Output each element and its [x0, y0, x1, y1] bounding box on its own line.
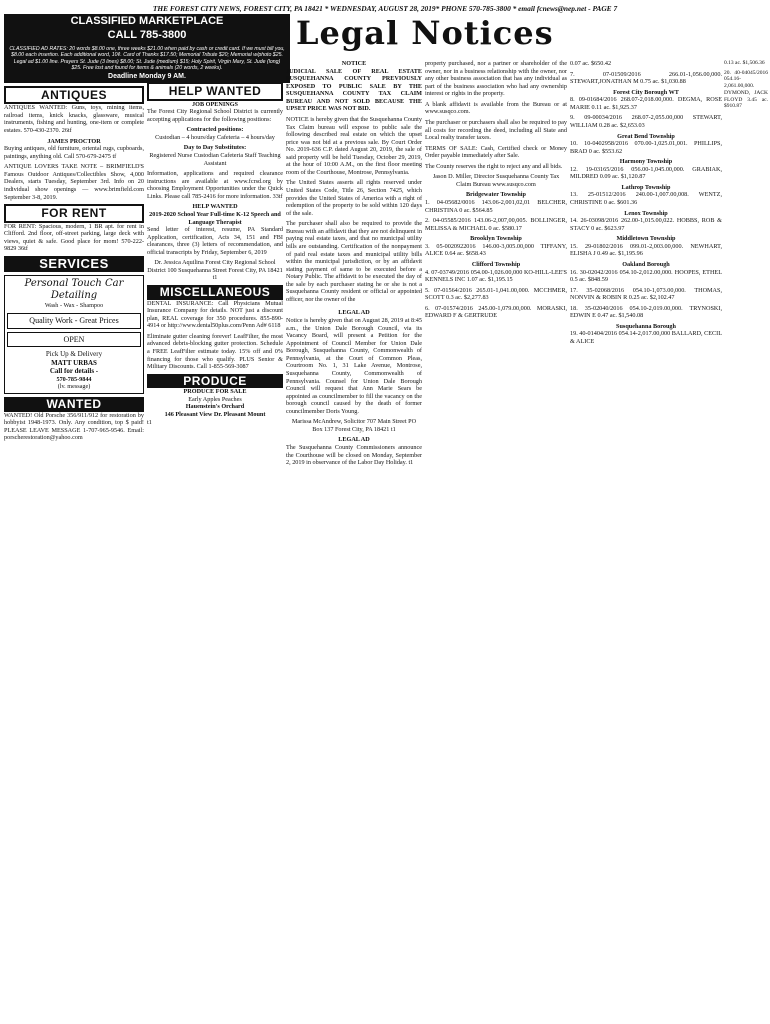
legal-ad2-title: LEGAL AD — [338, 436, 370, 444]
help-p6: Dr. Jessica Aquilina Forest City Regional School District 100 Susquehanna Street Forest City, PA 18421 t1 — [147, 259, 283, 282]
classified-title: CLASSIFIED MARKETPLACE — [4, 14, 290, 29]
help-h3: Day to Day Substitutes: — [183, 144, 247, 152]
classified-deadline: Deadline Monday 9 AM. — [4, 72, 290, 83]
notice1b-p2: A blank affidavit is available from the Bureau or at www.susqco.com. — [425, 100, 567, 116]
listing-heading: Brooklyn Township — [470, 235, 522, 243]
help-p2: Custodian – 4 hours/day Cafeteria – 4 hours/day — [155, 133, 275, 141]
column-legal-1 — [286, 60, 422, 470]
listing-body: 20. 40-04045/2016 054.16-2,061.00,000. DYMOND, JACK FLOYD 3.45 ac. $910.87 — [724, 69, 768, 110]
listings-3 — [724, 60, 768, 110]
services-quality: Quality Work - Great Prices — [7, 313, 141, 329]
listing-entry — [425, 217, 567, 232]
listing-body: 15. 29-01802/2016 099.01-2,003.00,000. NEWHART, ELISHA J 0.49 ac. $1,195.96 — [570, 242, 722, 258]
services-heading: SERVICES — [4, 256, 144, 272]
legal-ad2-p1: The Susquehanna County Commissioners announce the Courthouse will be closed on Monday, September 2, 2019 in observance of the Labor Day Holiday. t1 — [286, 444, 422, 467]
listing-body: 4. 07-03749/2016 054.00-1,026.00,000 KO-HILL-LEE'S KENNELS INC 1.07 ac. $1,195.15 — [425, 268, 567, 284]
listing-body: 17. 35-02068/2016 054.10-1,073.00,000. THOMAS, NONVIN & ROBIN R 0.25 ac. $2,102.47 — [570, 286, 722, 302]
wanted-heading: WANTED — [4, 397, 144, 412]
legal-ad1-p1: Notice is hereby given that on August 28, 2019 at 8:45 a.m., the Union Dale Borough Council, via its Vacancy Board, will present a Petition for the Appointment of Council Member for Union Dale Borough, Susquehanna County, Commonwealth of Pennsylvania, at the Court of Common Pleas, Courtroom No. 1, 31 Lake Avenue, Montrose, Susquehanna County, Commonwealth of Pennsylvania. Counsel for Union Dale Borough Council will request that Ann Marie Sears be appointed as councilmember to fill the vacancy on the borough council caused by the death of former councilmember Doris Young. — [286, 317, 422, 415]
services-sub: Wash - Wax - Shampoo — [44, 302, 104, 310]
help-h5: 2019-2020 School Year Full-time K-12 Speech and Language Therapist — [149, 210, 281, 226]
services-note: (lv. message) — [57, 383, 91, 391]
legal-ad1-title: LEGAL AD — [338, 309, 370, 317]
listing-heading: Oakland Borough — [622, 260, 670, 268]
services-phone: 570-785-9844 — [56, 375, 92, 383]
notice1b-p4: TERMS OF SALE: Cash, Certified check or Money Order payable immediately after Sale. — [425, 144, 567, 160]
listing-body: 6. 07-01574/2016 245.00-1,079.00,000. MORASKI, EDWARD F & GERTRUDE — [425, 304, 567, 320]
help-p3: Registered Nurse Custodian Cafeteria Staff Teaching Assistant — [149, 152, 281, 167]
listing-body: 1. 04-05682/0016 143.06-2,001,02,01 BELCHER, CHRISTINA 0 ac. $564.85 — [425, 199, 567, 214]
services-pick: Pick Up & Delivery — [45, 350, 103, 359]
listing-body: 0.07 ac. $650.42 — [570, 60, 612, 67]
listing-heading: Middletown Township — [616, 235, 676, 243]
misc-p1: DENTAL INSURANCE: Call Physicians Mutual Insurance Company for details. NOT just a discount plan, REAL coverage for 350 procedures. 855-890-4914 or http://www.dental50plus.com/Penn Ad# 6118 — [147, 299, 283, 330]
notice1-title: NOTICE — [341, 60, 367, 67]
antiques-ad-2-name: JAMES PROCTOR — [47, 137, 101, 145]
notice1-p4: The purchaser shall also be required to provide the Bureau with an affidavit that they are not delinquent in paying real estate taxes, and that no municipal utility bills are outstanding. Certification of the nonpayment of paid real estate taxes and municipal utility bills within the municipal jurisdiction, or by an affidavit stating payment of same to be executed before a Notary Public. The affidavit to be executed the day of the sale by each purchaser stating he or she is not a Susquehanna County resident or official or appointed officer, nor the owner of the — [286, 220, 422, 303]
listing-body: 2. 04-05585/2016 143.06-2,007,00,005. BOLLINGER, MELISSA & MICHAEL 0 ac. $580.17 — [425, 217, 567, 232]
for-rent-ad: FOR RENT: Spacious, modern, 1 BR apt. for rent in Clifford. 2nd floor, off-street parking, large deck with views, quiet & safe. Good place for mom! 570-222-9829 36tf — [4, 222, 144, 253]
misc-heading: MISCELLANEOUS — [147, 285, 283, 300]
help-h4: HELP WANTED — [192, 203, 238, 211]
listing-entry — [425, 287, 567, 302]
notice1b-p1: property purchased, nor a partner or shareholder of the owner, nor in a business relationship with the owner, nor any other business association that has any individual as part of the business association who had any ownership interest or rights in the property. — [425, 60, 567, 98]
services-call: Call for details - — [49, 367, 99, 376]
listing-body: 9. 09-00034/2016 268.07-2,055.00,000 STEWART, WILLIAM 0.28 ac. $2,653.03 — [570, 114, 722, 129]
notice1b-p5: The County reserves the right to reject any and all bids. — [425, 162, 563, 170]
legal-ad1-p2: Marissa McAndrew, Solicitor 707 Main Street PO Box 137 Forest City, PA 18421 t1 — [291, 418, 417, 433]
listing-body: 5. 07-01564/2016 265.01-1,041.00,000. MCCHMER, SCOTT 0.3 ac. $2,277.83 — [425, 286, 567, 302]
listing-heading: Great Bend Township — [617, 132, 675, 140]
notice1-p1: JUDICIAL SALE OF REAL ESTATE SUSQUEHANNA COUNTY PREVIOUSLY EXPOSED TO PUBLIC SALE BY THE SUSQUEHANNA COUNTY TAX CLAIM BUREAU AND NOT SOLD BECAUSE THE UPSET PRICE WAS NOT BID. — [286, 67, 422, 113]
listing-body: 18. 35-02040/2016 054.10-2,019.00,000. TRYNOSKI, EDWIN E 0.47 ac. $1,540.08 — [570, 304, 722, 320]
listing-heading: Clifford Township — [471, 260, 521, 268]
listing-body: 8. 09-01684/2016 268.07-2,018.00,000. DEGMA, ROSE MARIE 0.11 ac. $1,925.37 — [570, 96, 722, 111]
listing-entry — [425, 235, 567, 258]
services-owner: MATT URBAS — [51, 358, 97, 367]
listing-body: 3. 05-0020922016 146.00-3,005.00,000 TIFFANY, ALICE 0.64 ac. $658.43 — [425, 242, 567, 258]
antiques-ad-2: Buying antiques, old furniture, oriental rugs, cupboards, paintings, anything old. Call 570-679-2475 tf — [4, 145, 144, 160]
services-name: Personal Touch Car Detailing — [24, 277, 124, 302]
listing-body: 14. 26-03098/2016 262.00-1,015.00,022. HOBBS, ROB & STACY 0 ac. $623.97 — [570, 217, 722, 232]
help-p4: Information, applications and required clearance instructions are available at www.fcrsd.org by choosing Employment Opportunities under the Quick Links. Please call 785-2416 for more information. 33tf — [147, 170, 283, 200]
notice1-p2: NOTICE is hereby given that the Susquehanna County Tax Claim bureau will expose to public sale the following described real estate on which the upset price was not bid at a previous sale. By Court Order No. 2019-636 C.P. dated August 20, 2019, the sale of said property will be held Tuesday, October 29, 2019, at the hour of 10:00 A.M., on the first floor meeting room of the Courthouse, Montrose, Pennsylvania. — [286, 115, 422, 176]
notice1-p3: The United States asserts all rights reserved under United States Code, Title 26, Section 7425, which provides the United States of America with a right of redemption of the property to be sold within 120 days of the sale. — [286, 179, 422, 217]
page-header: THE FOREST CITY NEWS, FOREST CITY, PA 18421 * WEDNESDAY, AUGUST 28, 2019* PHONE 570-785-3800 * email fcnews@nep.net - PAGE 7 — [152, 4, 618, 13]
column-legal-4 — [724, 60, 768, 113]
notice1b-p3: The purchaser or purchasers shall also be required to pay all costs for recording the deed, including all State and Local realty transfer taxes. — [425, 118, 567, 142]
notice1b-p6: Jason D. Miller, Director Susquehanna County Tax Claim Bureau www.susqco.com — [432, 173, 560, 188]
listing-body: 12. 19-03165/2016 056.00-1,045.00,000. GRABIAK, MILDRED 0.09 ac. $1,120.87 — [570, 165, 722, 181]
produce-tag: t1 — [147, 418, 152, 426]
listing-entry — [425, 305, 567, 320]
listing-heading: Lathrop Township — [621, 183, 671, 191]
help-p5: Send letter of interest, resume, PA Standard Application, certification, Acts 34, 151 and FBI clearances, three (3) letters of recommendation, and official transcripts by Friday, September 6, 2019 — [147, 226, 283, 256]
listing-heading: Bridgewater Township — [466, 191, 526, 199]
listing-entry — [425, 191, 567, 214]
listings-2 — [570, 60, 722, 346]
for-rent-heading: FOR RENT — [4, 204, 144, 223]
help-wanted-heading: HELP WANTED — [147, 82, 283, 101]
produce-heading: PRODUCE — [147, 374, 283, 389]
help-p1: The Forest City Regional School District is currently accepting applications for the following positions: — [147, 108, 283, 123]
column-legal-2 — [425, 60, 567, 323]
produce-address: 146 Pleasant View Dr. Pleasant Mount — [164, 411, 266, 418]
column-legal-3 — [570, 60, 722, 349]
listing-heading: Susquehanna Borough — [616, 322, 676, 330]
antiques-ad-1: ANTIQUES WANTED: Guns, toys, mining items, railroad items, knick knacks, glassware, musical instruments, fishing and hunting, one-item or complete estates. 570-430-2370. 26tf — [4, 104, 144, 135]
produce-items: Early Apples Peaches — [188, 395, 242, 403]
help-h1: JOB OPENINGS — [192, 100, 238, 108]
listing-body: 13. 25-01512/2016 240.00-1,007.00,008. WENTZ, CHRISTINE 0 ac. $601.36 — [570, 191, 722, 206]
wanted-ad: WANTED! Old Porsche 356/911/912 for restoration by hobbyist 1948-1973. Only. Any condition, top $ paid! PLEASE LEAVE MESSAGE 1-707-965-9546. Email: porscherestoration@yahoo.com — [4, 411, 144, 442]
listing-heading: Forest City Borough WT — [613, 88, 679, 96]
produce-sub: PRODUCE FOR SALE — [183, 388, 247, 396]
listing-body: 7. 07-01509/2016 266.01-1,056.00,000. STEWART,JONATHAN M 0.75 ac. $1,030.88 — [570, 70, 722, 86]
listings-1 — [425, 191, 567, 319]
help-h2: Contracted positions: — [186, 126, 244, 134]
listing-heading: Harmony Township — [619, 158, 673, 166]
legal-notices-title: Legal Notices — [296, 14, 554, 52]
antiques-heading: ANTIQUES — [4, 86, 144, 105]
column-classified-right — [147, 82, 283, 426]
classified-phone: CALL 785-3800 — [4, 29, 290, 44]
misc-p2: Eliminate gutter cleaning forever! LeafFilter, the most advanced debris-blocking gutter protection. Schedule a FREE LeafFilter estimate today. 15% off and 0% financing for those who qualify. PLUS Senior & Military Discounts. Call 1-855-569-3087 — [147, 332, 283, 371]
produce-farm: Hauenstein's Orchard — [185, 403, 245, 411]
classified-rates: CLASSIFIED AD RATES: 20 words $8.00 one, three weeks $21.00 when paid by cash or credit card. If we must bill you, $8.00 each insertion. Each additional word, 10¢. Card of Thanks $17.50; Memorial Tribute $20; Memorial w/photo $25. Legal ad $1.00 line. Prayers St. Jude (3 lines) $8.00; St. Jude (medium) $15; Holy Spirit, Virgin Mary, St. Jude (long) $25. Free lost and found for items & animals (20 words, 2 weeks). — [4, 45, 290, 72]
listing-entry — [425, 261, 567, 284]
listing-body: 10. 10-0402958/2016 070.00-1,025.01,001. PHILLIPS, BRAD 0 ac. $553.62 — [570, 140, 722, 155]
listing-heading: Lenox Township — [624, 209, 668, 217]
services-ad — [4, 275, 144, 394]
listing-body: 0.13 ac. $1,506.36 — [724, 60, 765, 66]
antiques-ad-3: ANTIQUE LOVERS TAKE NOTE – BRIMFIELD'S Famous Outdoor Antiques/Collectibles Show, 4,000 Dealers, starts Tuesday, September 3rd. Info on 20 individual show openings — www.brimfield.com September 3-8, 2019. — [4, 163, 144, 201]
services-open: OPEN — [7, 332, 141, 348]
listing-body: 19. 40-01404/2016 054.14-2,017.00,000 BALLARD, CECIL & ALICE — [570, 330, 722, 345]
listing-body: 16. 30-02042/2016 054.10-2,012.00,000. HOOPES, ETHEL 0.5 ac. $848.59 — [570, 268, 722, 284]
